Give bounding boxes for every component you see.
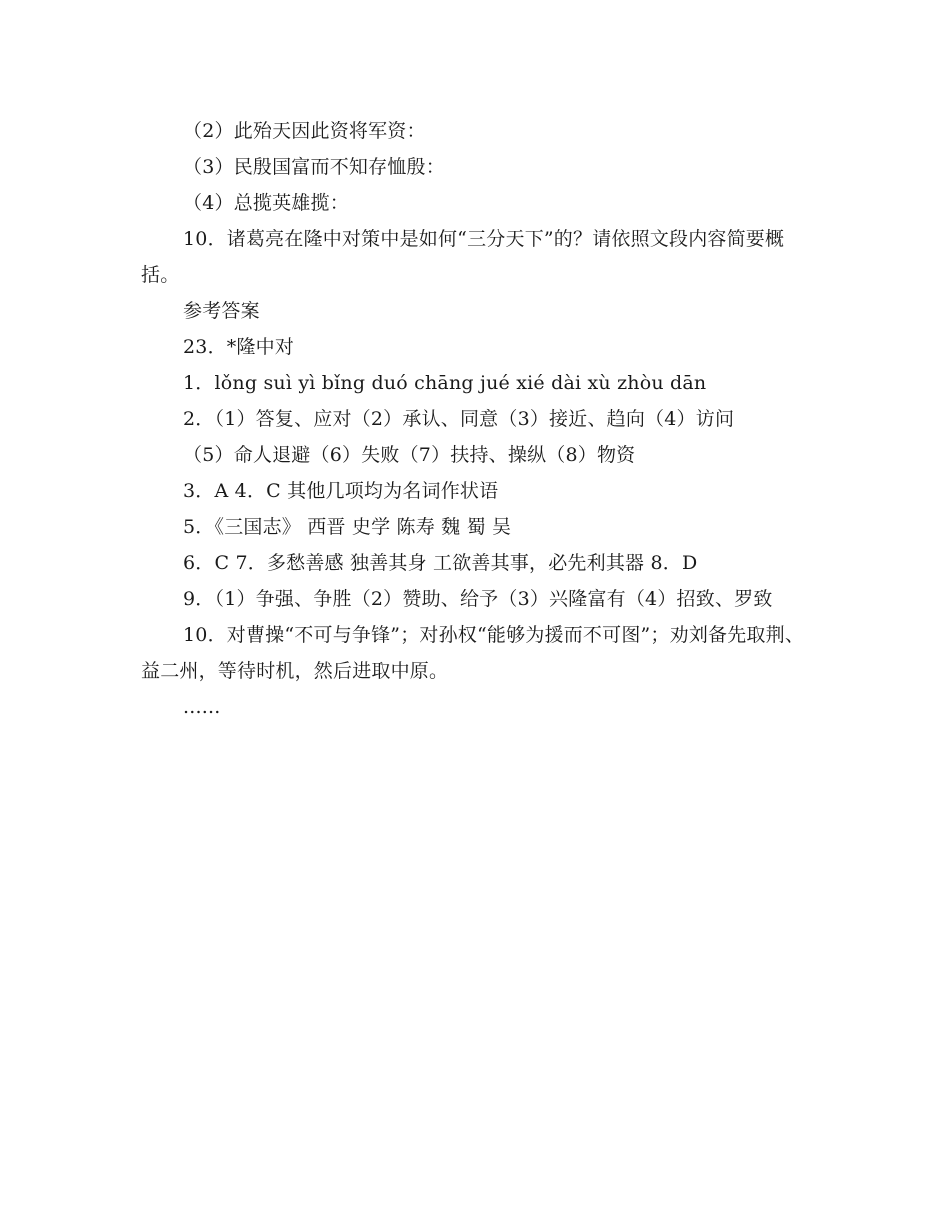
answer-2: 2．（1）答复、应对（2）承认、同意（3）接近、趋向（4）访问: [183, 408, 735, 430]
answer-6-7-8: 6．C 7．多愁善感 独善其身 工欲善其事，必先利其器 8．D: [183, 552, 698, 574]
ellipsis: ......: [183, 696, 221, 718]
question-line-2: （2）此殆天因此资将军资：: [183, 120, 426, 142]
answer-9: 9．（1）争强、争胜（2）赞助、给予（3）兴隆富有（4）招致、罗致: [183, 588, 773, 610]
answer-1: 1．lǒng suì yì bǐng duó chāng jué xié dài xù zhòu dān: [183, 372, 707, 394]
question-line-3: （3）民殷国富而不知存恤殷：: [183, 156, 445, 178]
answer-10: 10．对曹操“不可与争锋”；对孙权“能够为援而不可图”；劝刘备先取荆、益二州，等待时机，然后进取中原。: [141, 624, 805, 682]
answer-5: 5．《三国志》 西晋 史学 陈寿 魏 蜀 吴: [183, 516, 512, 538]
answer-2-continued: （5）命人退避（6）失败（7）扶持、操纵（8）物资: [183, 444, 636, 466]
question-10: 10．诸葛亮在隆中对策中是如何“三分天下”的？请依照文段内容简要概括。: [141, 228, 785, 286]
lesson-title: 23．*隆中对: [183, 336, 295, 358]
document-body: [141, 113, 821, 725]
question-line-4: （4）总揽英雄揽：: [183, 192, 349, 214]
answer-3-4: 3．A 4．C 其他几项均为名词作状语: [183, 480, 499, 502]
answers-heading: 参考答案: [183, 300, 260, 322]
